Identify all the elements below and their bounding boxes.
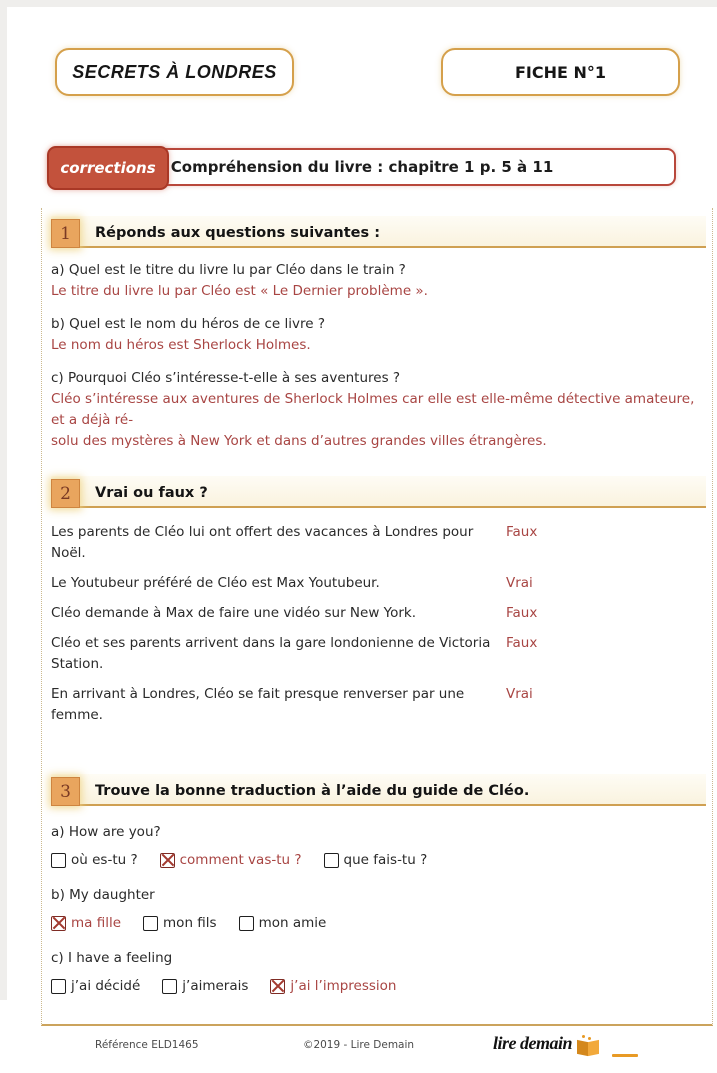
checkbox-icon[interactable] <box>239 916 254 931</box>
checkbox-icon[interactable] <box>160 853 175 868</box>
question-b: b) Quel est le nom du héros de ce livre ? <box>51 316 325 332</box>
translation-prompt-c: c) I have a feeling <box>51 950 173 966</box>
section-2-header <box>51 476 706 508</box>
translation-option[interactable]: j’aimerais <box>162 976 248 997</box>
reference-label: Référence ELD1465 <box>95 1039 199 1051</box>
section-1-number-badge: 1 <box>51 219 80 248</box>
logo-tagline <box>612 1054 638 1057</box>
answer-c-line-2: solu des mystères à New York et dans d’autres grandes villes étrangères. <box>51 433 547 449</box>
sheet-number: FICHE N°1 <box>514 62 607 82</box>
checkbox-icon[interactable] <box>270 979 285 994</box>
option-row <box>51 914 706 932</box>
statement-list <box>51 522 706 726</box>
section-translation <box>51 774 706 995</box>
truth-answer: Vrai <box>506 686 533 702</box>
statement-row <box>51 573 706 594</box>
statement-row <box>51 684 706 726</box>
translation-option[interactable]: mon amie <box>239 913 327 934</box>
section-2-number-badge: 2 <box>51 479 80 508</box>
corrections-badge <box>47 146 169 190</box>
checkbox-icon[interactable] <box>324 853 339 868</box>
section-3-title: Trouve la bonne traduction à l’aide du guide de Cléo. <box>95 783 530 799</box>
question-a: a) Quel est le titre du livre lu par Cléo dans le train ? <box>51 262 406 278</box>
page-edge-top <box>0 0 717 7</box>
answer-b: Le nom du héros est Sherlock Holmes. <box>51 337 311 353</box>
page-footer <box>0 1033 717 1073</box>
translation-option[interactable]: où es-tu ? <box>51 850 138 871</box>
open-book-icon <box>576 1035 602 1057</box>
translation-prompt-b: b) My daughter <box>51 887 155 903</box>
section-1-header <box>51 216 706 248</box>
qa-item <box>51 260 706 302</box>
statement-text: Cléo demande à Max de faire une vidéo sur New York. <box>51 605 417 621</box>
truth-answer: Faux <box>506 635 538 651</box>
book-title-box <box>55 48 294 96</box>
corrections-badge-label: corrections <box>60 159 156 177</box>
statement-row <box>51 522 706 564</box>
checkbox-icon[interactable] <box>162 979 177 994</box>
lesson-title: Compréhension du livre : chapitre 1 p. 5 à 11 <box>170 158 554 176</box>
book-title: SECRETS À LONDRES <box>72 61 277 82</box>
section-true-false <box>51 476 706 726</box>
statement-row <box>51 603 706 624</box>
qa-item <box>51 314 706 356</box>
corrections-bar <box>48 146 676 188</box>
publisher-logo <box>493 1033 602 1057</box>
truth-answer: Faux <box>506 524 538 540</box>
translation-prompt-a: a) How are you? <box>51 824 161 840</box>
question-c: c) Pourquoi Cléo s’intéresse-t-elle à ses aventures ? <box>51 370 401 386</box>
statement-text: Cléo et ses parents arrivent dans la gare londonienne de Victoria Station. <box>51 635 491 672</box>
checkbox-icon[interactable] <box>51 979 66 994</box>
section-3-number-badge: 3 <box>51 777 80 806</box>
sheet-number-box <box>441 48 680 96</box>
truth-answer: Faux <box>506 605 538 621</box>
section-2-title: Vrai ou faux ? <box>95 485 208 501</box>
page-header <box>0 0 717 96</box>
worksheet-body <box>41 208 713 1026</box>
checkbox-icon[interactable] <box>143 916 158 931</box>
section-1-title: Réponds aux questions suivantes : <box>95 225 380 241</box>
checkbox-icon[interactable] <box>51 853 66 868</box>
section-3-header <box>51 774 706 806</box>
answer-a: Le titre du livre lu par Cléo est « Le Dernier problème ». <box>51 283 428 299</box>
publisher-logo-text: lire demain <box>493 1033 572 1053</box>
translation-option[interactable]: mon fils <box>143 913 217 934</box>
option-row <box>51 977 706 995</box>
statement-text: En arrivant à Londres, Cléo se fait presque renverser par une femme. <box>51 686 465 723</box>
truth-answer: Vrai <box>506 575 533 591</box>
translation-option[interactable]: que fais-tu ? <box>324 850 428 871</box>
answer-c-line-1: Cléo s’intéresse aux aventures de Sherlock Holmes car elle est elle-même détective amateure, et a déjà ré- <box>51 391 695 428</box>
translation-option[interactable]: j’ai l’impression <box>270 976 396 997</box>
statement-row <box>51 633 706 675</box>
statement-text: Les parents de Cléo lui ont offert des vacances à Londres pour Noël. <box>51 524 474 561</box>
qa-item <box>51 368 706 452</box>
checkbox-icon[interactable] <box>51 916 66 931</box>
copyright-label: ©2019 - Lire Demain <box>302 1039 415 1051</box>
option-row <box>51 851 706 869</box>
statement-text: Le Youtubeur préféré de Cléo est Max Youtubeur. <box>51 575 380 591</box>
translation-option[interactable]: ma fille <box>51 913 121 934</box>
page-edge-left <box>0 0 7 1000</box>
translation-option[interactable]: comment vas-tu ? <box>160 850 302 871</box>
translation-option[interactable]: j’ai décidé <box>51 976 140 997</box>
section-questions <box>51 216 706 452</box>
